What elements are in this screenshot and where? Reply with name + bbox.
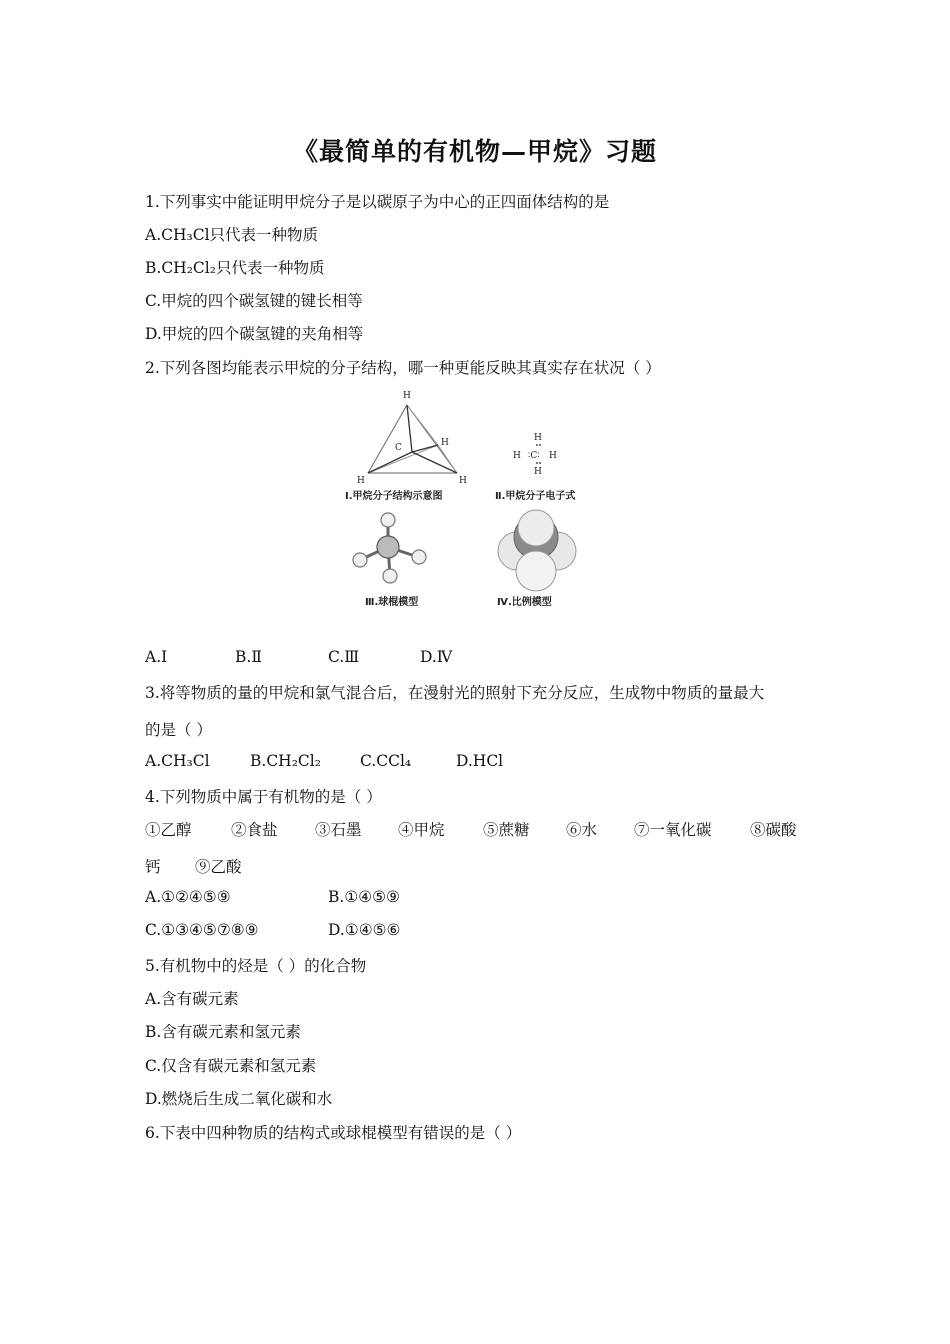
q5-option-d: D.燃烧后生成二氧化碳和水 bbox=[145, 1090, 333, 1108]
q2-stem: 2.下列各图均能表示甲烷的分子结构，哪一种更能反映其真实存在状况（ ） bbox=[145, 359, 661, 377]
q1-option-b: B.CH₂Cl₂只代表一种物质 bbox=[145, 259, 325, 277]
q4-item-1: ①乙醇 bbox=[145, 821, 192, 839]
q2-option-a: A.Ⅰ bbox=[145, 648, 168, 666]
q3-option-a: A.CH₃Cl bbox=[145, 752, 210, 770]
methane-models-figure bbox=[335, 385, 620, 615]
space-filling-model bbox=[497, 510, 576, 608]
atom-h-right: H bbox=[441, 438, 449, 448]
atom-h-bottom-right: H bbox=[459, 476, 467, 486]
q4-item-4: ④甲烷 bbox=[398, 821, 445, 839]
q5-stem: 5.有机物中的烃是（ ）的化合物 bbox=[145, 957, 367, 975]
q3-option-c: C.CCl₄ bbox=[360, 752, 412, 770]
q1-option-a: A.CH₃Cl只代表一种物质 bbox=[145, 226, 319, 244]
q1-option-d: D.甲烷的四个碳氢键的夹角相等 bbox=[145, 325, 364, 343]
page-title: 《最简单的有机物—甲烷》习题 bbox=[292, 137, 657, 166]
caption-2: Ⅱ.甲烷分子电子式 bbox=[495, 491, 576, 502]
atom-h-top: H bbox=[403, 391, 411, 401]
q4-item-2: ②食盐 bbox=[231, 821, 278, 839]
tetrahedron-diagram bbox=[345, 391, 467, 502]
q4-item-8: ⑧碳酸 bbox=[750, 821, 797, 839]
q3-stem-line2: 的是（ ） bbox=[145, 721, 212, 739]
q4-item-9: ⑨乙酸 bbox=[195, 858, 242, 876]
q1-option-c: C.甲烷的四个碳氢键的键长相等 bbox=[145, 292, 363, 310]
q4-item-6: ⑥水 bbox=[566, 821, 598, 839]
electron-dot-formula bbox=[495, 433, 575, 502]
q4-item-5: ⑤蔗糖 bbox=[483, 821, 530, 839]
q5-option-a: A.含有碳元素 bbox=[145, 990, 239, 1008]
caption-4: Ⅳ.比例模型 bbox=[497, 597, 552, 608]
q4-option-a: A.①②④⑤⑨ bbox=[145, 888, 231, 906]
q2-option-b: B.Ⅱ bbox=[235, 648, 262, 666]
caption-3: Ⅲ.球棍模型 bbox=[365, 597, 419, 608]
svg-text:H: H bbox=[534, 433, 542, 443]
q1-stem: 1.下列事实中能证明甲烷分子是以碳原子为中心的正四面体结构的是 bbox=[145, 193, 610, 211]
ball-stick-model bbox=[353, 513, 426, 608]
q4-item-7: ⑦一氧化碳 bbox=[634, 821, 712, 839]
q6-stem: 6.下表中四种物质的结构式或球棍模型有错误的是（ ） bbox=[145, 1124, 522, 1142]
q4-option-b: B.①④⑤⑨ bbox=[328, 888, 400, 906]
q4-option-c: C.①③④⑤⑦⑧⑨ bbox=[145, 921, 259, 939]
svg-text:∶C∶: ∶C∶ bbox=[528, 451, 540, 461]
q4-item-8-cont: 钙 bbox=[145, 858, 161, 876]
q4-item-3: ③石墨 bbox=[315, 821, 362, 839]
svg-text:H: H bbox=[534, 467, 542, 477]
q2-option-d: D.Ⅳ bbox=[420, 648, 453, 666]
svg-text:H: H bbox=[513, 451, 521, 461]
q4-option-d: D.①④⑤⑥ bbox=[328, 921, 401, 939]
atom-c-center: C bbox=[395, 443, 402, 453]
atom-h-left: H bbox=[357, 476, 365, 486]
caption-1: Ⅰ.甲烷分子结构示意图 bbox=[345, 491, 443, 502]
svg-text:H: H bbox=[549, 451, 557, 461]
q4-stem: 4.下列物质中属于有机物的是（ ） bbox=[145, 788, 382, 806]
q3-option-d: D.HCl bbox=[456, 752, 504, 770]
q5-option-b: B.含有碳元素和氢元素 bbox=[145, 1023, 301, 1041]
q2-option-c: C.Ⅲ bbox=[328, 648, 360, 666]
q5-option-c: C.仅含有碳元素和氢元素 bbox=[145, 1057, 317, 1075]
q3-option-b: B.CH₂Cl₂ bbox=[250, 752, 321, 770]
q3-stem-line1: 3.将等物质的量的甲烷和氯气混合后，在漫射光的照射下充分反应，生成物中物质的量最大 bbox=[145, 684, 765, 702]
